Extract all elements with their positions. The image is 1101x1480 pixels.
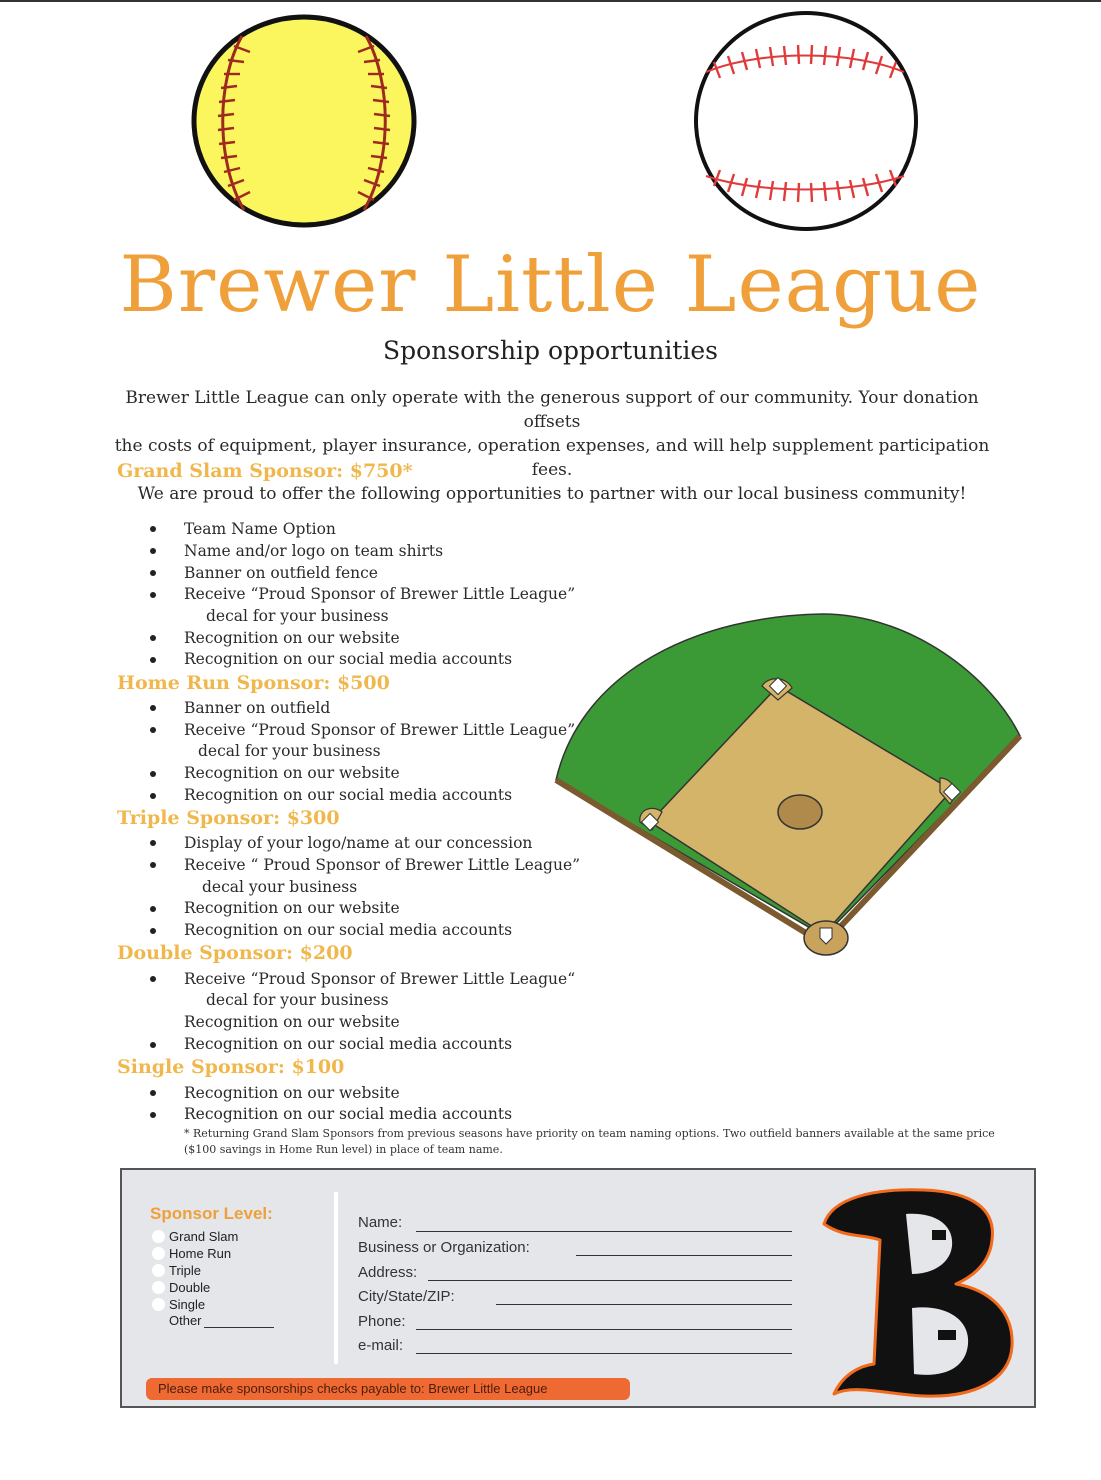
baseball-icon <box>690 8 922 234</box>
radio-button[interactable] <box>152 1247 165 1260</box>
bullet <box>150 592 156 598</box>
benefit-item: Recognition on our social media accounts <box>184 650 513 668</box>
page-title: Brewer Little League <box>119 240 982 330</box>
bullet <box>150 862 156 868</box>
benefit-item: Recognition on our website <box>184 1013 400 1031</box>
radio-button[interactable] <box>152 1264 165 1277</box>
level-heading-home-run: Home Run Sponsor: $500 <box>117 672 390 694</box>
field-label-phone: Phone: <box>358 1313 406 1330</box>
sponsor-level-title: Sponsor Level: <box>150 1204 273 1223</box>
field-label-business: Business or Organization: <box>358 1239 530 1256</box>
field-label-email: e-mail: <box>358 1337 404 1354</box>
email-field-line[interactable] <box>416 1353 792 1354</box>
intro-paragraph <box>112 386 992 506</box>
softball-icon <box>188 12 420 230</box>
intro-line: We are proud to offer the following opportunities to partner with our local business community! <box>137 484 967 504</box>
benefit-item-continued: decal for your business <box>198 742 381 760</box>
benefit-item: Receive “Proud Sponsor of Brewer Little League” <box>184 721 576 739</box>
benefit-item: Name and/or logo on team shirts <box>184 542 444 560</box>
phone-field-line[interactable] <box>416 1329 792 1330</box>
benefit-item: Receive “ Proud Sponsor of Brewer Little League” <box>184 856 581 874</box>
bullet <box>150 705 156 711</box>
form-divider <box>334 1192 338 1364</box>
benefit-item: Receive “Proud Sponsor of Brewer Little League“ <box>184 970 576 988</box>
benefit-item: Recognition on our website <box>184 629 400 647</box>
city-state-zip-field-line[interactable] <box>496 1304 792 1305</box>
benefit-item: Recognition on our social media accounts <box>184 1035 513 1053</box>
option-home-run[interactable]: Home Run <box>152 1245 231 1261</box>
bullet <box>150 976 156 982</box>
benefit-item: Recognition on our social media accounts <box>184 786 513 804</box>
radio-button[interactable] <box>152 1230 165 1243</box>
bullet <box>150 548 156 554</box>
footnote: * Returning Grand Slam Sponsors from previous seasons have priority on team naming options. Two outfield banners available at the same price ($100 savings in Home Run level) in place of team name. <box>184 1127 995 1156</box>
page-subtitle: Sponsorship opportunities <box>383 336 718 365</box>
bullet <box>150 570 156 576</box>
field-label-address: Address: <box>358 1264 418 1281</box>
bullet <box>150 635 156 641</box>
business-field-line[interactable] <box>576 1255 792 1256</box>
benefit-item: Team Name Option <box>184 520 336 538</box>
option-triple[interactable]: Triple <box>152 1262 201 1278</box>
intro-line: Brewer Little League can only operate with the generous support of our community. Your donation offsets <box>125 388 979 432</box>
baseball-diamond-illustration <box>552 608 1026 960</box>
benefit-item-continued: decal your business <box>202 878 358 896</box>
bullet <box>150 657 156 663</box>
other-blank-line[interactable] <box>204 1327 274 1328</box>
benefit-item: Recognition on our website <box>184 764 400 782</box>
gothic-b-logo <box>814 1180 1020 1402</box>
sponsorship-form <box>120 1168 1036 1408</box>
bullet <box>150 1112 156 1118</box>
option-other[interactable]: Other <box>152 1312 274 1328</box>
option-grand-slam[interactable]: Grand Slam <box>152 1228 238 1244</box>
level-heading-grand-slam: Grand Slam Sponsor: $750* <box>117 460 413 482</box>
option-single[interactable]: Single <box>152 1296 205 1312</box>
benefit-item: Display of your logo/name at our concession <box>184 834 533 852</box>
intro-line: the costs of equipment, player insurance, operation expenses, and will help supplement participation fees. <box>114 436 990 480</box>
benefit-item: Recognition on our social media accounts <box>184 921 513 939</box>
name-field-line[interactable] <box>416 1231 792 1232</box>
payable-note: Please make sponsorships checks payable to: Brewer Little League <box>146 1378 630 1400</box>
bullet <box>150 1090 156 1096</box>
benefit-item: Recognition on our website <box>184 899 400 917</box>
radio-button[interactable] <box>152 1281 165 1294</box>
bullet <box>150 526 156 532</box>
benefit-item: Recognition on our website <box>184 1084 400 1102</box>
benefit-item: Banner on outfield fence <box>184 564 378 582</box>
bullet <box>150 771 156 777</box>
bullet <box>150 840 156 846</box>
benefit-item-continued: decal for your business <box>206 991 389 1009</box>
bullet <box>150 1042 156 1048</box>
bullet <box>150 928 156 934</box>
benefit-item: Receive “Proud Sponsor of Brewer Little League” <box>184 585 576 603</box>
address-field-line[interactable] <box>428 1280 792 1281</box>
level-heading-single: Single Sponsor: $100 <box>117 1056 345 1078</box>
benefit-item: Banner on outfield <box>184 699 331 717</box>
bullet <box>150 727 156 733</box>
level-heading-double: Double Sponsor: $200 <box>117 942 353 964</box>
field-label-city-state-zip: City/State/ZIP: <box>358 1288 455 1305</box>
top-rule <box>0 0 1101 2</box>
bullet <box>150 793 156 799</box>
option-double[interactable]: Double <box>152 1279 210 1295</box>
field-label-name: Name: <box>358 1214 403 1231</box>
benefit-item-continued: decal for your business <box>206 607 389 625</box>
benefit-item: Recognition on our social media accounts <box>184 1105 513 1123</box>
bullet <box>150 906 156 912</box>
level-heading-triple: Triple Sponsor: $300 <box>117 807 340 829</box>
radio-button[interactable] <box>152 1298 165 1311</box>
